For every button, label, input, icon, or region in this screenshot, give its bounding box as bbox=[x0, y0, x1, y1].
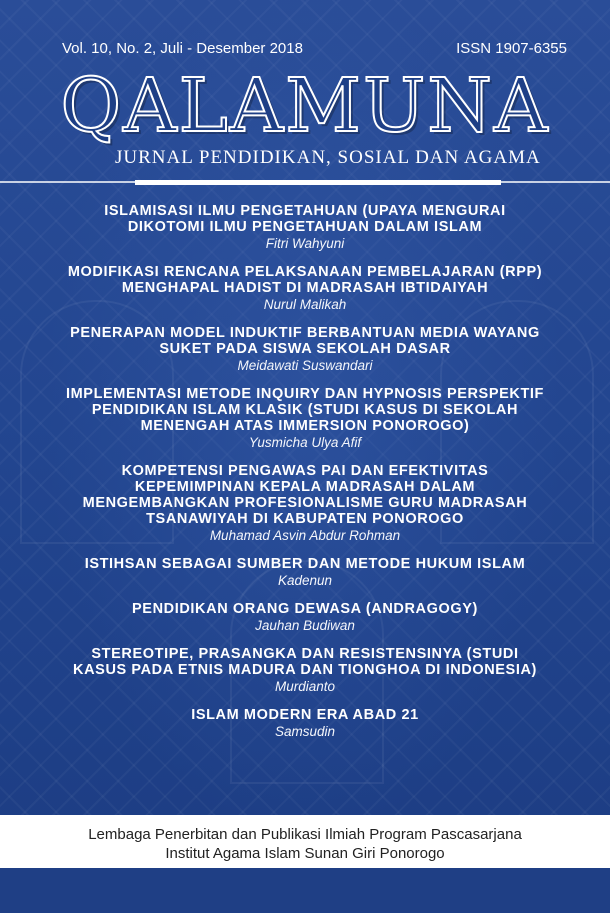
article-author: Jauhan Budiwan bbox=[255, 618, 355, 633]
table-of-contents bbox=[30, 203, 580, 752]
article-title-line: TSANAWIYAH DI KABUPATEN PONOROGO bbox=[146, 511, 464, 527]
article-title-line: DIKOTOMI ILMU PENGETAHUAN DALAM ISLAM bbox=[127, 219, 483, 235]
article-title bbox=[30, 264, 580, 296]
article-author: Kadenun bbox=[277, 573, 333, 588]
divider-bar bbox=[135, 180, 501, 185]
article-author: Murdianto bbox=[274, 679, 336, 694]
article-entry bbox=[30, 325, 580, 374]
article-title-line: PENDIDIKAN ORANG DEWASA (ANDRAGOGY) bbox=[132, 601, 478, 617]
article-title-line: SUKET PADA SISWA SEKOLAH DASAR bbox=[159, 341, 451, 357]
article-entry bbox=[30, 601, 580, 634]
article-title-line: MENENGAH ATAS IMMERSION PONOROGO) bbox=[140, 418, 470, 434]
article-title bbox=[30, 463, 580, 527]
footer-bar bbox=[0, 868, 610, 913]
issue-info bbox=[62, 40, 567, 57]
article-title-line: KEPEMIMPINAN KEPALA MADRASAH DALAM bbox=[134, 479, 476, 495]
article-author: Samsudin bbox=[274, 724, 336, 739]
article-title bbox=[30, 601, 580, 617]
article-title-line: ISLAMISASI ILMU PENGETAHUAN (UPAYA MENGURAI bbox=[104, 203, 506, 219]
article-title bbox=[30, 325, 580, 357]
article-author: Nurul Malikah bbox=[263, 297, 347, 312]
article-entry bbox=[30, 386, 580, 451]
publisher-line-2: Institut Agama Islam Sunan Giri Ponorogo bbox=[165, 845, 445, 862]
article-entry bbox=[30, 646, 580, 695]
article-title-line: STEREOTIPE, PRASANGKA DAN RESISTENSINYA (STUDI bbox=[91, 646, 519, 662]
article-title-line: KASUS PADA ETNIS MADURA DAN TIONGHOA DI INDONESIA) bbox=[73, 662, 537, 678]
article-entry bbox=[30, 707, 580, 740]
article-author: Fitri Wahyuni bbox=[265, 236, 345, 251]
publisher-box bbox=[0, 815, 610, 868]
article-author: Yusmicha Ulya Afif bbox=[248, 435, 362, 450]
article-title-line: PENDIDIKAN ISLAM KLASIK (STUDI KASUS DI SEKOLAH bbox=[91, 402, 519, 418]
article-entry bbox=[30, 264, 580, 313]
journal-subtitle: JURNAL PENDIDIKAN, SOSIAL DAN AGAMA bbox=[115, 147, 541, 168]
article-title bbox=[30, 707, 580, 723]
issn: ISSN 1907-6355 bbox=[456, 40, 567, 57]
article-title-line: MENGHAPAL HADIST DI MADRASAH IBTIDAIYAH bbox=[121, 280, 489, 296]
article-title bbox=[30, 556, 580, 572]
article-title-line: ISLAM MODERN ERA ABAD 21 bbox=[191, 707, 419, 723]
publisher-line-1: Lembaga Penerbitan dan Publikasi Ilmiah Program Pascasarjana bbox=[88, 826, 522, 843]
article-entry bbox=[30, 203, 580, 252]
article-author: Meidawati Suswandari bbox=[237, 358, 373, 373]
article-title bbox=[30, 646, 580, 678]
volume-info: Vol. 10, No. 2, Juli - Desember 2018 bbox=[62, 40, 303, 57]
article-entry bbox=[30, 463, 580, 544]
article-title-line: ISTIHSAN SEBAGAI SUMBER DAN METODE HUKUM ISLAM bbox=[84, 556, 526, 572]
article-author: Muhamad Asvin Abdur Rohman bbox=[209, 528, 401, 543]
article-title bbox=[30, 203, 580, 235]
article-title-line: KOMPETENSI PENGAWAS PAI DAN EFEKTIVITAS bbox=[121, 463, 489, 479]
article-title-line: MENGEMBANGKAN PROFESIONALISME GURU MADRASAH bbox=[82, 495, 528, 511]
article-title bbox=[30, 386, 580, 434]
article-entry bbox=[30, 556, 580, 589]
article-title-line: IMPLEMENTASI METODE INQUIRY DAN HYPNOSIS PERSPEKTIF bbox=[65, 386, 544, 402]
article-title-line: PENERAPAN MODEL INDUKTIF BERBANTUAN MEDIA WAYANG bbox=[70, 325, 540, 341]
journal-title: QALAMUNA bbox=[60, 63, 550, 149]
article-title-line: MODIFIKASI RENCANA PELAKSANAAN PEMBELAJARAN (RPP) bbox=[67, 264, 543, 280]
